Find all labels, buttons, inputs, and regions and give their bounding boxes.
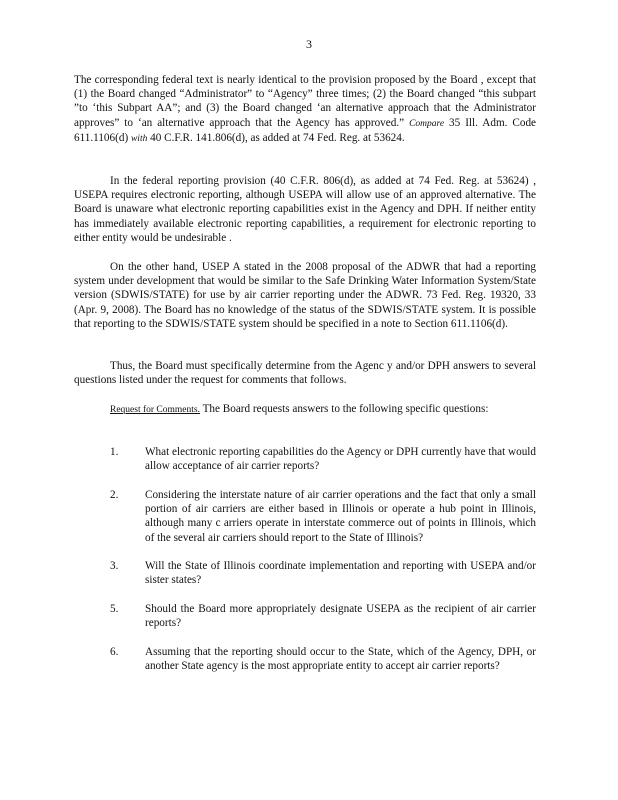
request-for-comments-heading: Request for Comments. [110,405,200,415]
question-number: 3. [110,560,119,572]
question-text: Should the Board more appropriately designate USEPA as the recipient of air carrier reports? [145,603,536,630]
question-number: 2. [110,489,119,501]
paragraph-federal-text [74,73,536,146]
question-text: Will the State of Illinois coordinate implementation and reporting with USEPA and/or sister states? [145,560,536,587]
question-number: 6. [110,646,119,658]
paragraph-federal-text-main: The corresponding federal text is nearly identical to the provision proposed by the Board , except that (1) the Board changed “Administrator” to “Agency” three times; (2) the Board changed “this subpart ”to ‘this Subpart AA”; and (3) the Board changed ‘an alternative approach that the Administrator approves” to ‘an alternative approach that the Agency has approved.” [74,74,536,129]
question-text: Considering the interstate nature of air carrier operations and the fact that only a small portion of air carriers are either based in Illinois or operate a hub point in Illinois, although many c arriers operate in interstate commerce out of points in Illinois, which of the several air carriers should report to the State of Illinois? [145,489,536,544]
illinois-citation: 35 Ill. Adm. Code 611.1106(d) [74,116,537,144]
paragraph-board-determination: Thus, the Board must specifically determine from the Agenc y and/or DPH answers to several questions listed under the request for comments that follows. [74,360,536,387]
with-signal: with [130,133,148,144]
federal-citation: 40 C.F.R. 141.806(d), as added at 74 Fed. Reg. at 53624. [150,131,405,144]
page-number: 3 [306,37,312,51]
compare-signal: Compare [409,118,445,129]
question-text: What electronic reporting capabilities do the Agency or DPH currently have that would allow acceptance of air carrier reports? [145,446,536,473]
question-number: 1. [110,446,119,458]
request-for-comments-text: The Board requests answers to the following specific questions: [202,403,489,415]
paragraph-request-for-comments [74,402,536,417]
question-text: Assuming that the reporting should occur to the State, which of the Agency, DPH, or another State agency is the most appropriate entity to accept air carrier reports? [145,646,536,673]
question-number: 5. [110,603,119,615]
paragraph-electronic-reporting: In the federal reporting provision (40 C.F.R. 806(d), as added at 74 Fed. Reg. at 53624) , USEPA requires electronic reporting, although USEPA will allow use of an approved alternative. The Board is unaware what electronic reporting capabilities exist in the Agency and DPH. If neither entity has immediately available electronic reporting capabilities, a requirement for electronic reporting to either entity would be undesirable . [74,175,536,244]
paragraph-sdwis-state: On the other hand, USEP A stated in the 2008 proposal of the ADWR that had a reporting system under development that would be similar to the Safe Drinking Water Information System/State version (SDWIS/STATE) for use by air carrier reporting under the ADWR. 73 Fed. Reg. 19320, 33 (Apr. 9, 2008). The Board has no knowledge of the status of the SDWIS/STATE system. It is possible that reporting to the SDWIS/STATE system should be specified in a note to Section 611.1106(d). [74,261,536,330]
